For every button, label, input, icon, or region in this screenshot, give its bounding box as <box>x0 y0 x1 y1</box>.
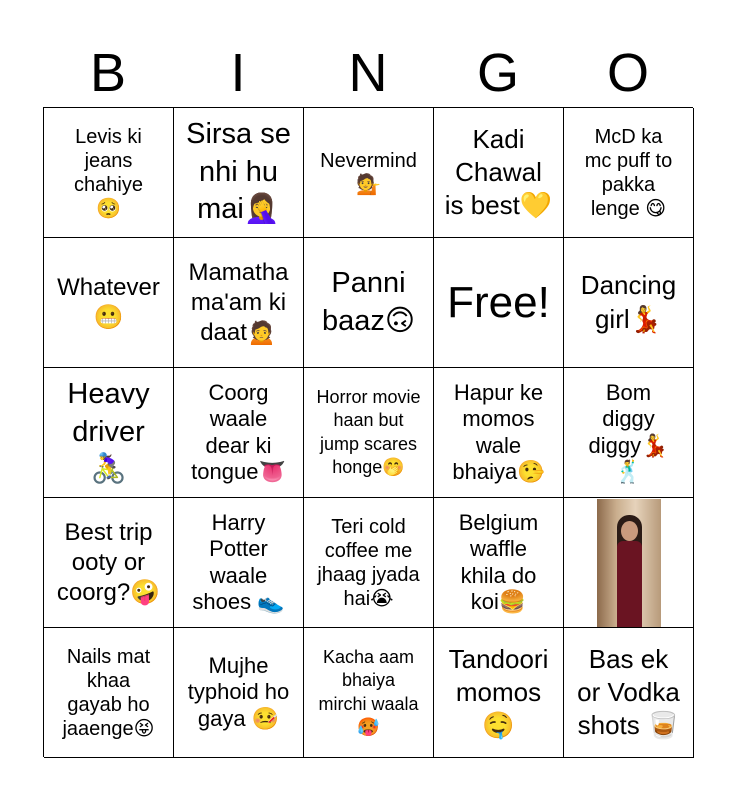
cell-text: Heavy driver 🚴‍♀️ <box>67 377 150 486</box>
cell-text: Belgium waffle khila do koi🍔 <box>458 509 539 614</box>
cell-text: Mamatha ma'am ki daat🙍 <box>188 258 289 346</box>
bingo-cell[interactable] <box>434 368 564 498</box>
cell-text: Levis ki jeans chahiye 🥺 <box>74 125 143 220</box>
header-letter-g: G <box>476 43 519 103</box>
bingo-cell[interactable] <box>434 628 564 758</box>
bingo-cell[interactable] <box>564 628 694 758</box>
cell-text: Nails mat khaa gayab ho jaaenge😝 <box>62 645 155 740</box>
cell-text: Dancing girl💃 <box>580 270 677 334</box>
cell-text: Kadi Chawal is best💛 <box>444 123 553 221</box>
cell-text: Best trip ooty or coorg?🤪 <box>56 518 161 606</box>
photo-cell[interactable] <box>564 498 694 628</box>
bingo-cell[interactable] <box>564 238 694 368</box>
bingo-cell[interactable] <box>304 238 434 368</box>
bingo-header <box>43 40 693 106</box>
free-text: Free! <box>447 277 550 327</box>
cell-text: Coorg waale dear ki tongue👅 <box>191 379 286 484</box>
bingo-cell[interactable] <box>174 108 304 238</box>
bingo-cell[interactable] <box>44 368 174 498</box>
cell-text: Kacha aam bhaiya mirchi waala 🥵 <box>318 647 419 737</box>
bingo-cell[interactable] <box>174 498 304 628</box>
cell-text: Bas ek or Vodka shots 🥃 <box>577 643 680 741</box>
cell-text: Mujhe typhoid ho gaya 🤒 <box>187 652 290 731</box>
cell-text: McD ka mc puff to pakka lenge 😋 <box>584 125 673 220</box>
person-photo <box>597 499 661 627</box>
bingo-cell[interactable] <box>434 498 564 628</box>
bingo-cell[interactable] <box>44 108 174 238</box>
bingo-cell[interactable] <box>174 628 304 758</box>
bingo-cell[interactable] <box>564 368 694 498</box>
cell-text: Teri cold coffee me jhaag jyada hai😭 <box>317 515 420 610</box>
cell-text: Sirsa se nhi hu mai🤦‍♀️ <box>186 117 291 226</box>
cell-text: Bom diggy diggy💃 🕺 <box>588 379 669 484</box>
header-letter-n: N <box>348 43 388 103</box>
bingo-cell[interactable] <box>304 498 434 628</box>
cell-text: Hapur ke momos wale bhaiya🤥 <box>452 379 545 484</box>
cell-text: Nevermind 💁 <box>320 149 417 196</box>
bingo-cell[interactable] <box>304 628 434 758</box>
cell-text: Panni baaz🙃 <box>321 266 416 337</box>
cell-text: Tandoori momos 🤤 <box>448 643 549 741</box>
free-cell[interactable] <box>434 238 564 368</box>
bingo-cell[interactable] <box>174 368 304 498</box>
cell-text: Harry Potter waale shoes 👟 <box>192 509 285 614</box>
header-letter-o: O <box>606 43 649 103</box>
header-letter-b: B <box>89 43 127 103</box>
header-letter-i: I <box>230 43 246 103</box>
bingo-cell[interactable] <box>564 108 694 238</box>
cell-text: Whatever 😬 <box>57 273 160 331</box>
bingo-cell[interactable] <box>434 108 564 238</box>
bingo-cell[interactable] <box>44 628 174 758</box>
bingo-cell[interactable] <box>304 108 434 238</box>
bingo-cell[interactable] <box>304 368 434 498</box>
bingo-cell[interactable] <box>44 238 174 368</box>
bingo-grid <box>43 107 693 757</box>
cell-text: Horror movie haan but jump scares honge🤭 <box>316 387 421 477</box>
bingo-cell[interactable] <box>174 238 304 368</box>
bingo-cell[interactable] <box>44 498 174 628</box>
